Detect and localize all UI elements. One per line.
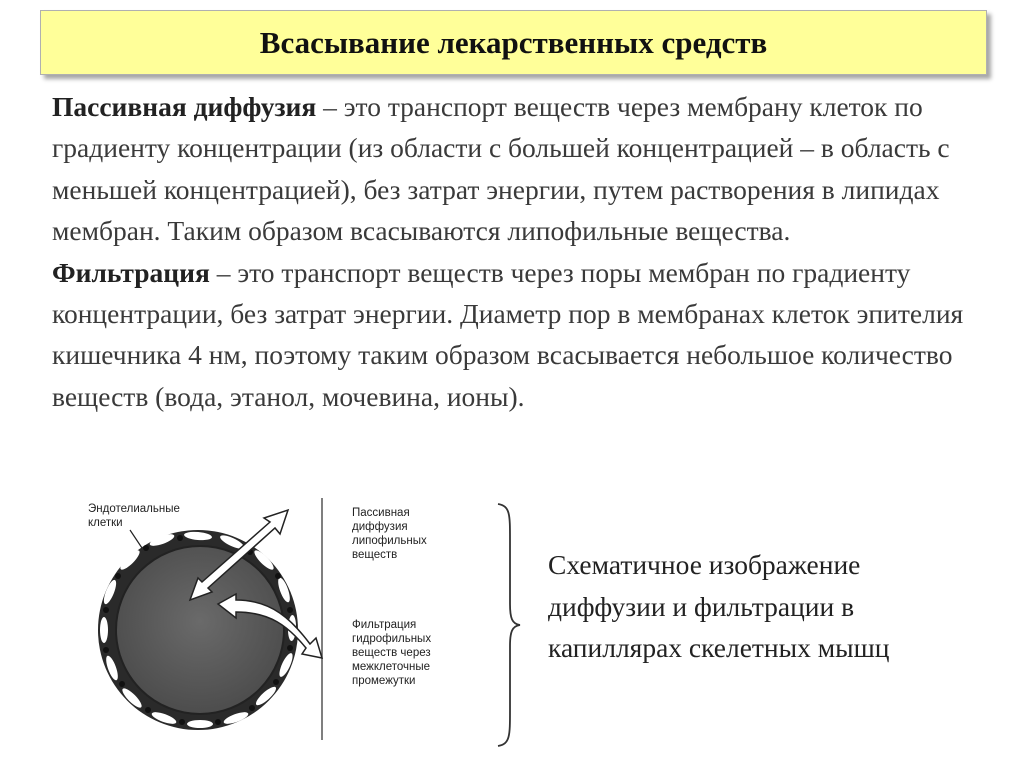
paragraph-passive-diffusion	[52, 86, 982, 252]
label-passive-diffusion: Пассивная диффузия липофильных веществ	[352, 507, 427, 561]
endothelial-pointer	[130, 530, 142, 548]
capillary-lumen	[116, 546, 284, 714]
term-filtration: Фильтрация	[52, 256, 210, 288]
term-passive-diffusion: Пассивная диффузия	[52, 91, 317, 122]
page-title: Всасывание лекарственных средств	[259, 24, 768, 60]
definition-filtration: – это транспорт веществ через поры мембран по градиенту концентрации, без затрат энергии. Диаметр пор в мембранах клеток эпителия кишечника 4 нм, поэтому таким образом всасывается небольшое количество веществ (вода, этанол, мочевина, ионы).	[52, 256, 964, 412]
label-endothelial-cells: Эндотелиальные клетки	[88, 503, 180, 529]
diagram-caption: Схематичное изображение диффузии и фильтрации в капиллярах скелетных мышц	[548, 549, 890, 663]
capillary-diagram	[60, 490, 530, 750]
body-text	[52, 86, 982, 417]
title-bar	[40, 10, 987, 75]
label-filtration: Фильтрация гидрофильных веществ через межклеточные промежутки	[352, 619, 432, 687]
paragraph-filtration	[52, 252, 982, 418]
definition-passive-diffusion: – это транспорт веществ через мембрану клеток по градиенту концентрации (из области с большей концентрацией – в область с меньшей концентрацией), без затрат энергии, путем растворения в липидах мембран. Таким образом всасываются липофильные вещества.	[52, 91, 950, 247]
curly-brace	[492, 500, 522, 750]
